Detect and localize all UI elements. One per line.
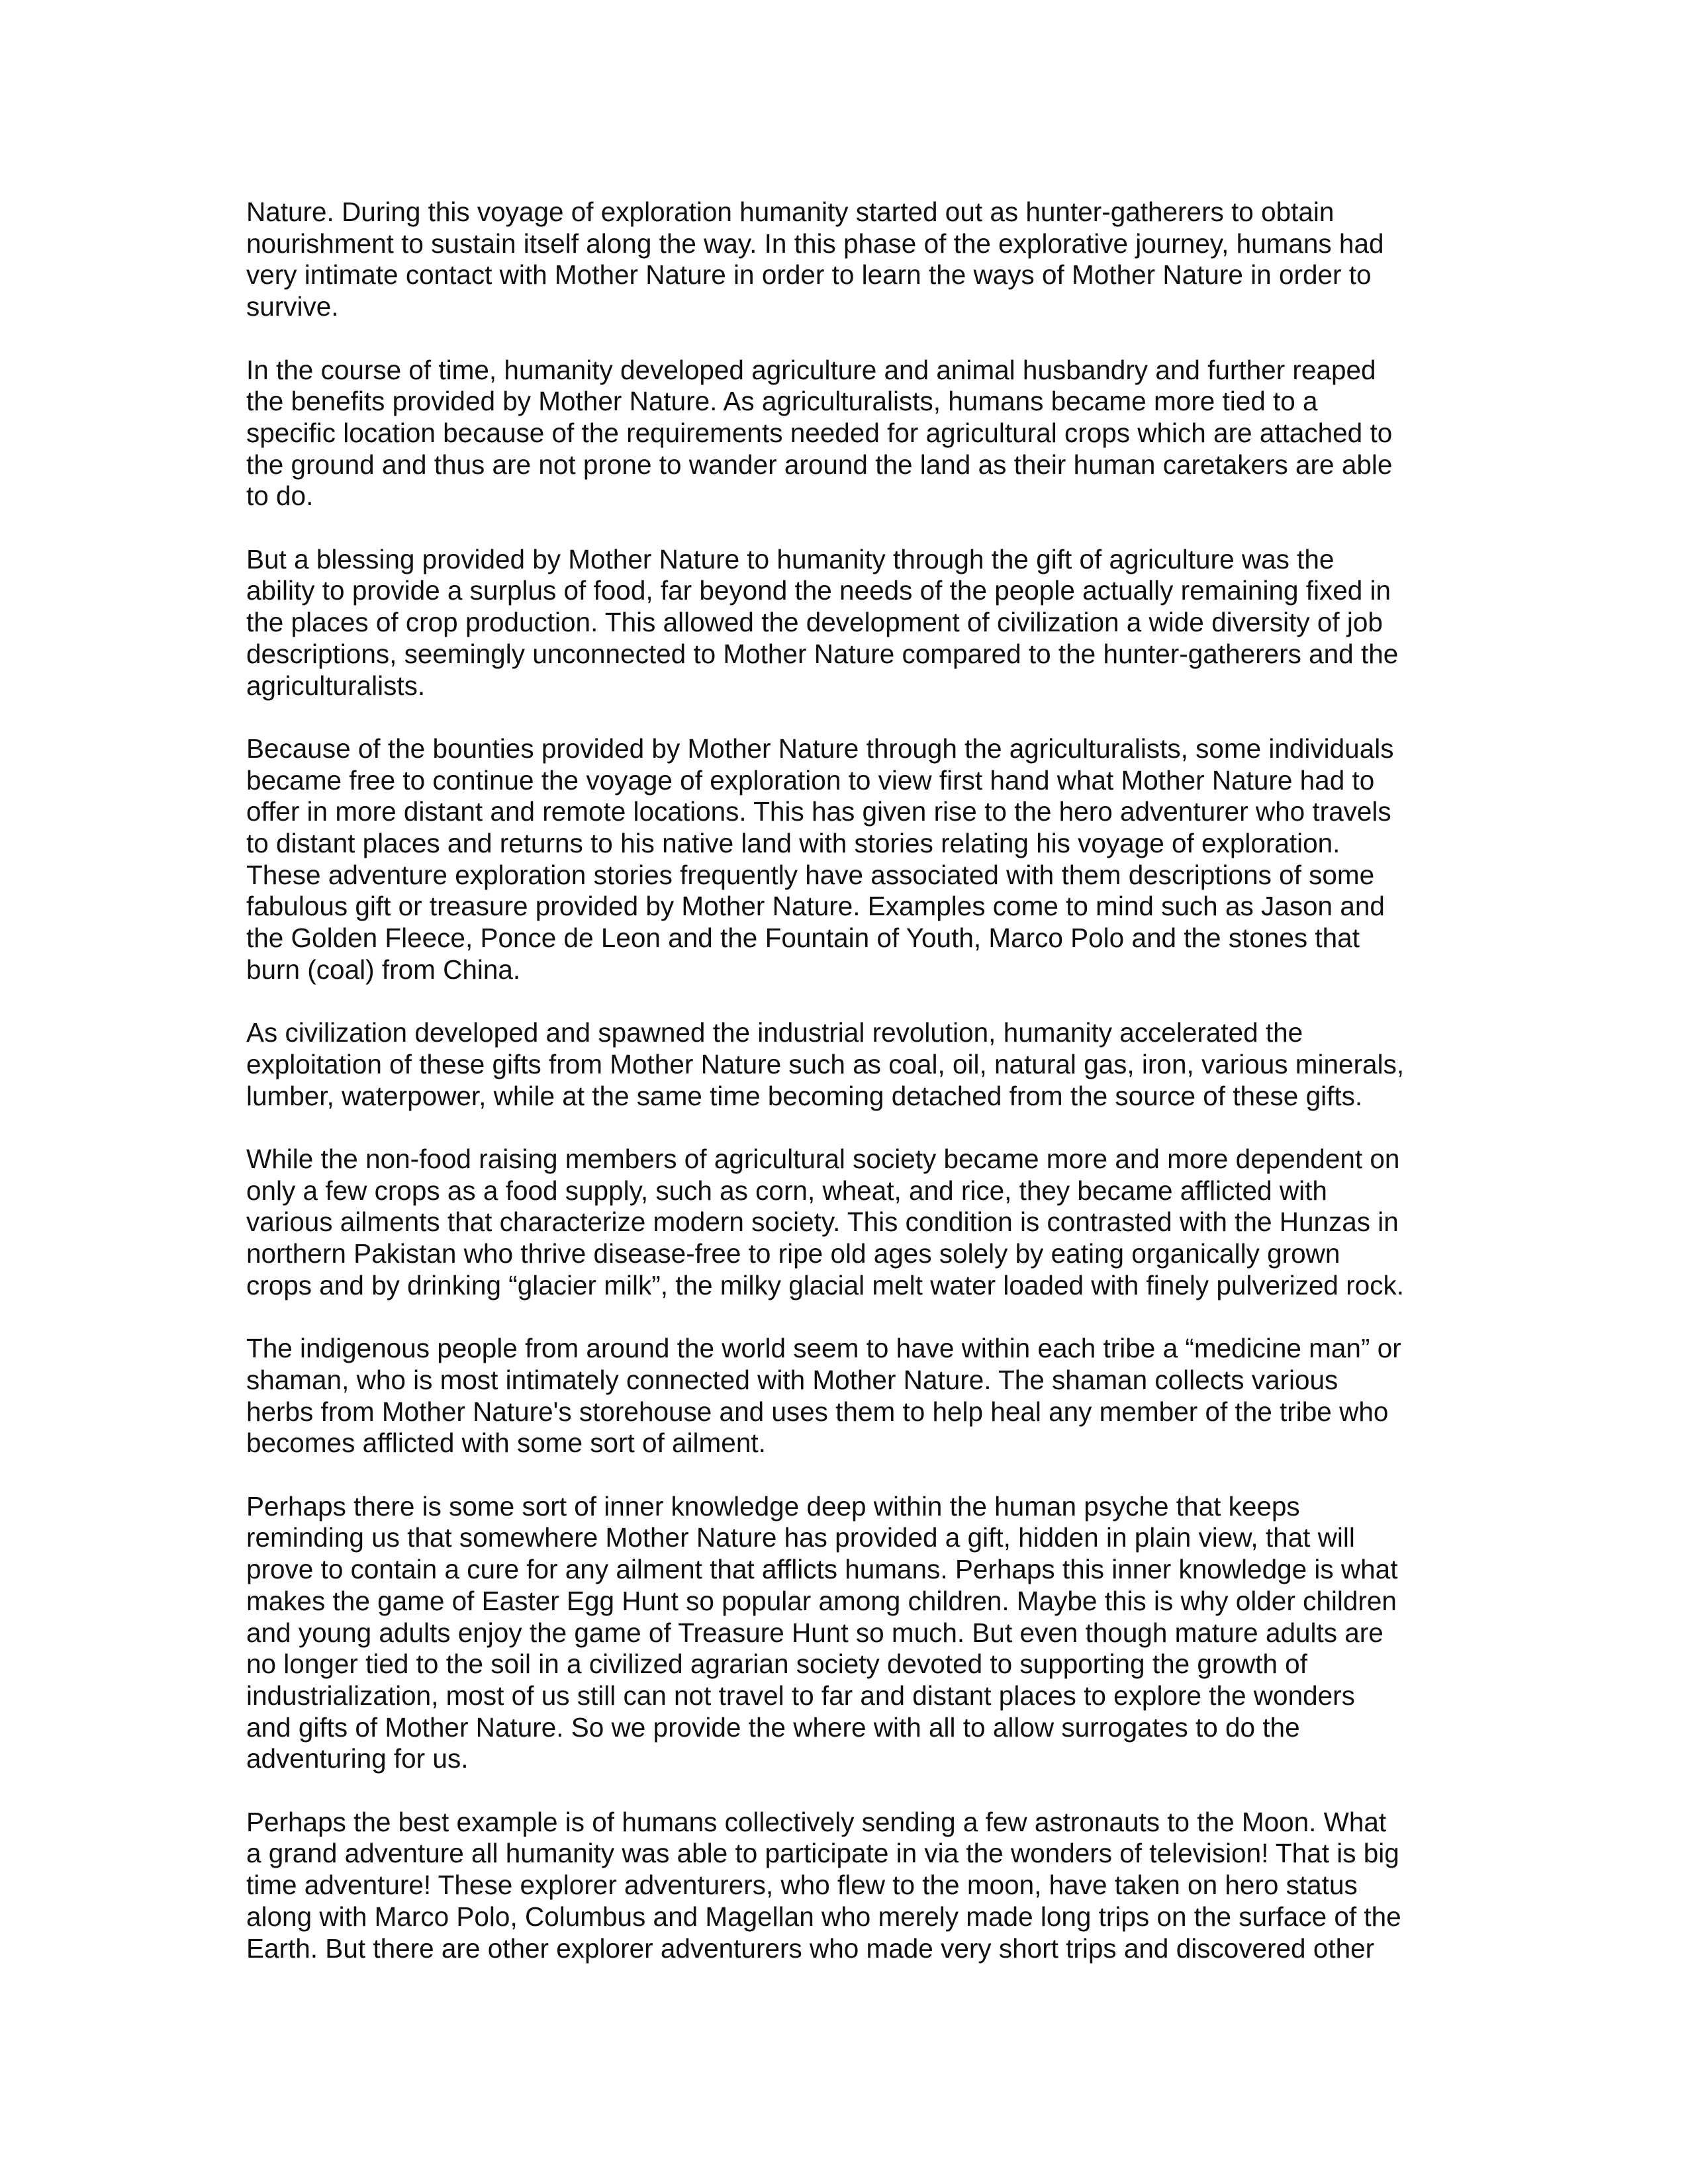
- paragraph-4: Because of the bounties provided by Mother Nature through the agriculturalists, some individuals became free to continue the voyage of exploration to view first hand what Mother Nature had to offer in more distant and remote locations. This has given rise to the hero adventurer who travels to distant places and returns to his native land with stories relating his voyage of exploration. These adventure exploration stories frequently have associated with them descriptions of some fabulous gift or treasure provided by Mother Nature. Examples come to mind such as Jason and the Golden Fleece, Ponce de Leon and the Fountain of Youth, Marco Polo and the stones that burn (coal) from China.: [246, 733, 1394, 985]
- paragraph-8: Perhaps there is some sort of inner knowledge deep within the human psyche that keeps reminding us that somewhere Mother Nature has provided a gift, hidden in plain view, that will prove to contain a cure for any ailment that afflicts humans. Perhaps this inner knowledge is what makes the game of Easter Egg Hunt so popular among children. Maybe this is why older children and young adults enjoy the game of Treasure Hunt so much. But even though mature adults are no longer tied to the soil in a civilized agrarian society devoted to supporting the growth of industrialization, most of us still can not travel to far and distant places to explore the wonders and gifts of Mother Nature. So we provide the where with all to allow surrogates to do the adventuring for us.: [246, 1490, 1398, 1774]
- paragraph-5: As civilization developed and spawned the industrial revolution, humanity accelerated the exploitation of these gifts from Mother Nature such as coal, oil, natural gas, iron, various minerals, lumber, waterpower, while at the same time becoming detached from the source of these gifts.: [246, 1017, 1405, 1111]
- paragraph-1: Nature. During this voyage of exploration humanity started out as hunter-gatherers to obtain nourishment to sustain itself along the way. In this phase of the explorative journey, humans had very intimate contact with Mother Nature in order to learn the ways of Mother Nature in order to survive.: [246, 197, 1384, 322]
- paragraph-2: In the course of time, humanity developed agriculture and animal husbandry and further reaped the benefits provided by Mother Nature. As agriculturalists, humans became more tied to a specific location because of the requirements needed for agricultural crops which are attached to the ground and thus are not prone to wander around the land as their human caretakers are able to do.: [246, 354, 1393, 512]
- paragraph-3: But a blessing provided by Mother Nature to humanity through the gift of agriculture was the ability to provide a surplus of food, far beyond the needs of the people actually remaining fixed in the places of crop production. This allowed the development of civilization a wide diversity of job descriptions, seemingly unconnected to Mother Nature compared to the hunter-gatherers and the agriculturalists.: [246, 543, 1399, 701]
- paragraph-6: While the non-food raising members of agricultural society became more and more dependent on only a few crops as a food supply, such as corn, wheat, and rice, they became afflicted with various ailments that characterize modern society. This condition is contrasted with the Hunzas in northern Pakistan who thrive disease-free to ripe old ages solely by eating organically grown crops and by drinking “glacier milk”, the milky glacial melt water loaded with finely pulverized rock.: [246, 1144, 1404, 1300]
- document-body: [246, 197, 1443, 1964]
- paragraph-9: Perhaps the best example is of humans collectively sending a few astronauts to the Moon. What a grand adventure all humanity was able to participate in via the wonders of television! That is big time adventure! These explorer adventurers, who flew to the moon, have taken on hero status along with Marco Polo, Columbus and Magellan who merely made long trips on the surface of the Earth. But there are other explorer adventurers who made very short trips and discovered other: [246, 1806, 1401, 1964]
- paragraph-7: The indigenous people from around the world seem to have within each tribe a “medicine man” or shaman, who is most intimately connected with Mother Nature. The shaman collects various herbs from Mother Nature's storehouse and uses them to help heal any member of the tribe who becomes afflicted with some sort of ailment.: [246, 1333, 1401, 1459]
